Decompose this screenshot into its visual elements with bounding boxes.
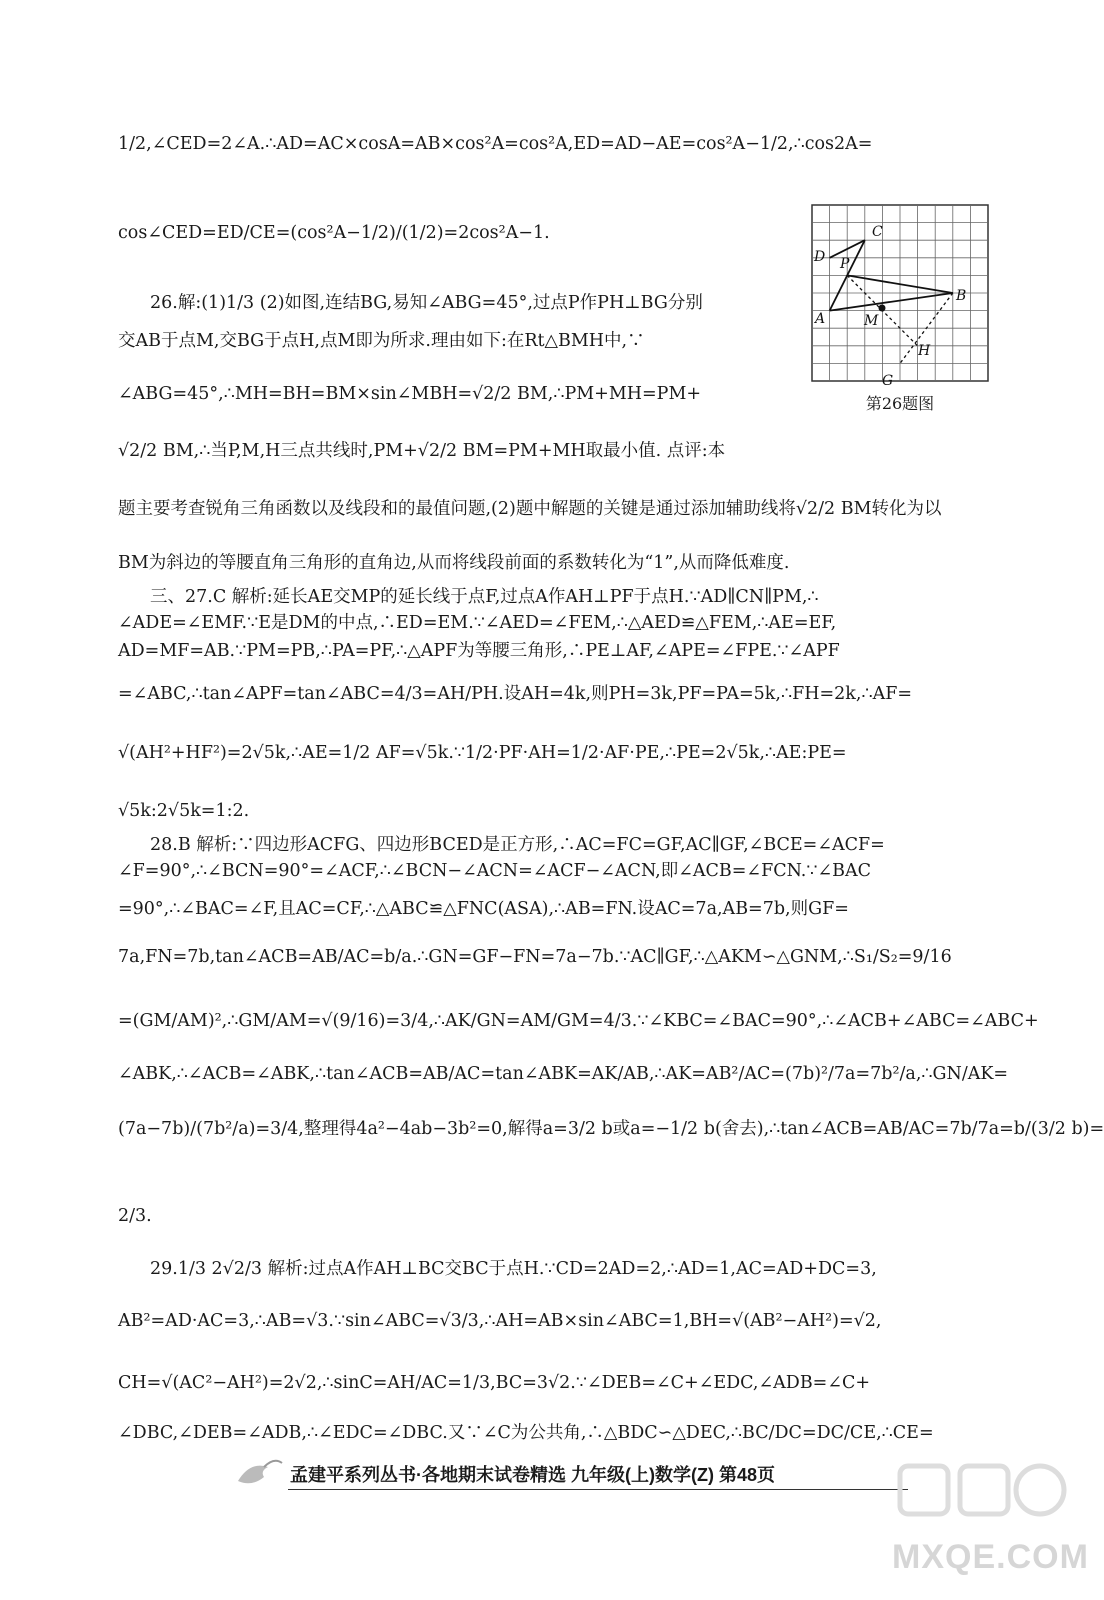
label-p: P [840, 256, 850, 272]
q29-line-3: CH=√(AC²−AH²)=2√2,∴sinC=AH/AC=1/3,BC=3√2.∵∠DEB=∠C+∠EDC,∠ADB=∠C+ [118, 1373, 871, 1393]
q28-line-6: ∠ABK,∴∠ACB=∠ABK,∴tan∠ACB=AB/AC=tan∠ABK=AK/AB,∴AK=AB²/AC=(7b)²/7a=7b²/a,∴GN/AK= [118, 1064, 1009, 1084]
q27-line-1: 三、27.C 解析:延长AE交MP的延长线于点F,过点A作AH⊥PF于点H.∵AD∥CN∥PM,∴ [150, 587, 819, 607]
q28-line-3: =90°,∴∠BAC=∠F,且AC=CF,∴△ABC≌△FNC(ASA),∴AB=FN.设AC=7a,AB=7b,则GF= [118, 899, 849, 919]
label-m: M [864, 313, 879, 329]
page-footer [230, 1453, 930, 1493]
q26-line-1: 26.解:(1)1/3 (2)如图,连结BG,易知∠ABG=45°,过点P作PH⊥BG分别 [150, 293, 703, 313]
q28-line-4: 7a,FN=7b,tan∠ACB=AB/AC=b/a.∴GN=GF−FN=7a−7b.∵AC∥GF,∴△AKM∽△GNM,∴S₁/S₂=9/16 [118, 947, 952, 967]
q29-line-2: AB²=AD·AC=3,∴AB=√3.∵sin∠ABC=√3/3,∴AH=AB×sin∠ABC=1,BH=√(AB²−AH²)=√2, [118, 1311, 882, 1331]
label-d: D [814, 249, 826, 265]
figure-q26 [810, 203, 990, 413]
text-line-2: cos∠CED=ED/CE=(cos²A−1/2)/(1/2)=2cos²A−1. [118, 223, 550, 243]
label-c: C [872, 224, 883, 240]
label-g: G [882, 373, 894, 389]
q28-line-8: 2/3. [118, 1206, 152, 1226]
point-m-dot [879, 305, 886, 312]
q26-line-2: 交AB于点M,交BG于点H,点M即为所求.理由如下:在Rt△BMH中,∵ [118, 331, 645, 351]
footer-rule [288, 1489, 908, 1490]
q29-line-4: ∠DBC,∠DEB=∠ADB,∴∠EDC=∠DBC.又∵∠C为公共角,∴△BDC∽△DEC,∴BC/DC=DC/CE,∴CE= [118, 1423, 934, 1443]
q27-line-5: √(AH²+HF²)=2√5k,∴AE=1/2 AF=√5k.∵1/2·PF·AH=1/2·AF·PE,∴PE=2√5k,∴AE:PE= [118, 743, 847, 763]
q27-line-3: AD=MF=AB.∵PM=PB,∴PA=PF,∴△APF为等腰三角形,∴PE⊥AF,∠APE=∠FPE.∵∠APF [118, 641, 840, 661]
watermark-url: MXQE.COM [892, 1538, 1089, 1576]
label-b: B [956, 288, 967, 304]
q26-comment-1: 题主要考查锐角三角函数以及线段和的最值问题,(2)题中解题的关键是通过添加辅助线将√2/2 BM转化为以 [118, 499, 942, 519]
swan-logo-icon [230, 1453, 290, 1493]
footer-text: 孟建平系列丛书·各地期末试卷精选 九年级(上)数学(Z) 第48页 [290, 1465, 775, 1485]
q26-line-4: √2/2 BM,∴当P,M,H三点共线时,PM+√2/2 BM=PM+MH取最小值. 点评:本 [118, 441, 726, 461]
q27-line-2: ∠ADE=∠EMF.∵E是DM的中点,∴ED=EM.∵∠AED=∠FEM,∴△AED≌△FEM,∴AE=EF, [118, 613, 837, 633]
q26-line-3: ∠ABG=45°,∴MH=BH=BM×sin∠MBH=√2/2 BM,∴PM+MH=PM+ [118, 384, 702, 404]
grid-diagram [810, 203, 990, 388]
label-a: A [815, 311, 826, 327]
q28-line-7: (7a−7b)/(7b²/a)=3/4,整理得4a²−4ab−3b²=0,解得a=3/2 b或a=−1/2 b(舍去),∴tan∠ACB=AB/AC=7b/7a=b/(3/2 b)= [118, 1119, 1104, 1139]
watermark [880, 1460, 1090, 1590]
figure-caption: 第26题图 [865, 394, 935, 413]
watermark-logo-icon [880, 1460, 1080, 1540]
q29-line-1: 29.1/3 2√2/3 解析:过点A作AH⊥BC交BC于点H.∵CD=2AD=2,∴AD=1,AC=AD+DC=3, [150, 1259, 877, 1279]
q28-line-1: 28.B 解析:∵四边形ACFG、四边形BCED是正方形,∴AC=FC=GF,AC∥GF,∠BCE=∠ACF= [150, 835, 885, 855]
q28-line-5: =(GM/AM)²,∴GM/AM=√(9/16)=3/4,∴AK/GN=AM/GM=4/3.∵∠KBC=∠BAC=90°,∴∠ACB+∠ABC=∠ABC+ [118, 1011, 1039, 1031]
q28-line-2: ∠F=90°,∴∠BCN=90°=∠ACF,∴∠BCN−∠ACN=∠ACF−∠ACN,即∠ACB=∠FCN.∵∠BAC [118, 861, 872, 881]
label-h: H [918, 343, 931, 359]
text-line-1: 1/2,∠CED=2∠A.∴AD=AC×cosA=AB×cos²A=cos²A,ED=AD−AE=cos²A−1/2,∴cos2A= [118, 134, 873, 154]
q27-line-6: √5k:2√5k=1:2. [118, 801, 250, 821]
q27-line-4: =∠ABC,∴tan∠APF=tan∠ABC=4/3=AH/PH.设AH=4k,则PH=3k,PF=PA=5k,∴FH=2k,∴AF= [118, 684, 913, 704]
q26-comment-2: BM为斜边的等腰直角三角形的直角边,从而将线段前面的系数转化为“1”,从而降低难度. [118, 553, 790, 573]
